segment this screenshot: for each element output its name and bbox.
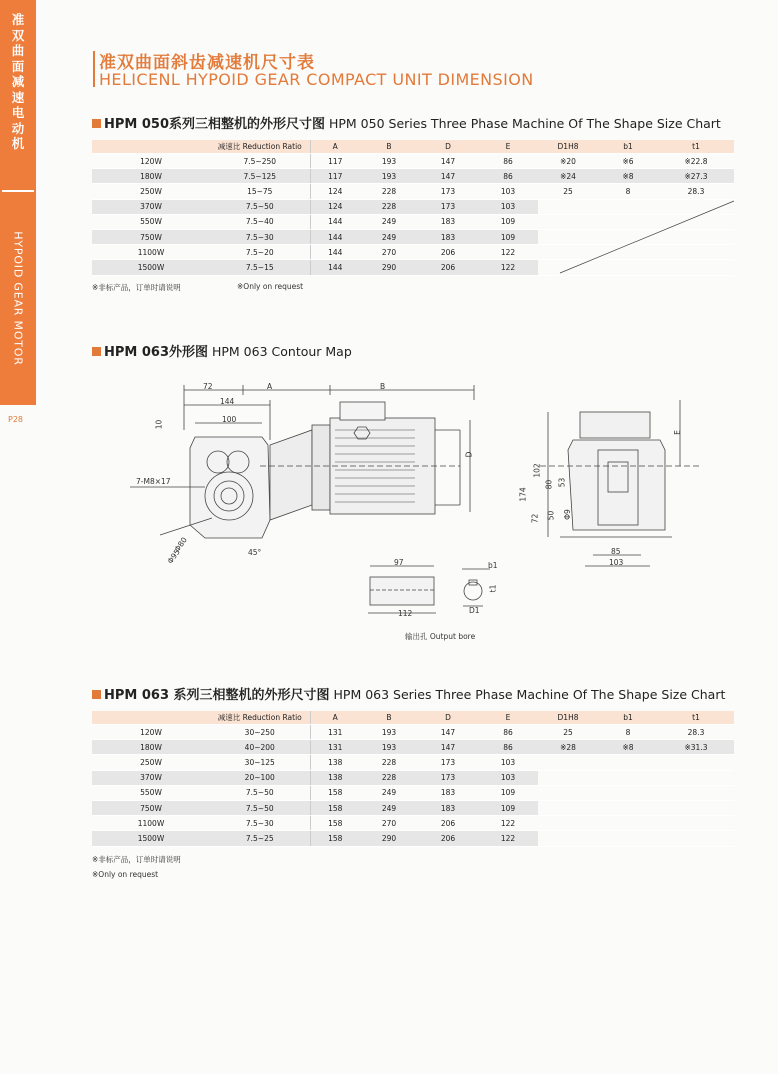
table-empty-cell <box>538 755 598 770</box>
table-row <box>92 816 734 831</box>
table-cell: 173 <box>418 770 478 785</box>
table-cell: 550W <box>92 214 210 229</box>
table-cell: 103 <box>478 770 538 785</box>
dim-103: 103 <box>609 558 624 567</box>
table-cell: 117 <box>310 169 360 184</box>
dim-72-side: 72 <box>530 513 540 524</box>
table-cell: 86 <box>478 169 538 184</box>
table-cell: 8 <box>598 184 658 199</box>
table-cell: 1500W <box>92 260 210 275</box>
table-cell: 131 <box>310 725 360 740</box>
table-cell: 7.5~30 <box>210 229 310 244</box>
table-cell: 147 <box>418 169 478 184</box>
table-cell: 86 <box>478 725 538 740</box>
dim-102: 102 <box>532 463 542 478</box>
table-row <box>92 770 734 785</box>
table-cell: 180W <box>92 169 210 184</box>
dim-10: 10 <box>154 419 164 430</box>
column-header: 减速比 Reduction Ratio <box>210 711 310 725</box>
output-bore-caption: 输出孔 Output bore <box>405 632 476 641</box>
column-header: B <box>360 711 418 725</box>
table-cell: 550W <box>92 785 210 800</box>
table1-note-cn: ※非标产品，订单时请说明 <box>92 283 181 292</box>
table-cell: 1100W <box>92 816 210 831</box>
table-cell: 173 <box>418 755 478 770</box>
table-cell: 7.5~25 <box>210 831 310 846</box>
table-cell: 144 <box>310 214 360 229</box>
table-empty-cell <box>658 816 734 831</box>
table2-note-cn: ※非标产品，订单时请说明 <box>92 855 181 864</box>
table-empty-cell <box>658 755 734 770</box>
column-header: b1 <box>598 140 658 154</box>
dim-174: 174 <box>518 487 528 502</box>
table-cell: 228 <box>360 770 418 785</box>
table-cell: 158 <box>310 816 360 831</box>
table-cell: 7.5~40 <box>210 214 310 229</box>
table-empty-cell <box>598 816 658 831</box>
table-cell: 109 <box>478 229 538 244</box>
table-cell: 183 <box>418 214 478 229</box>
table-empty-cell <box>598 785 658 800</box>
table-cell: 122 <box>478 831 538 846</box>
table-cell: 138 <box>310 755 360 770</box>
table-cell: 750W <box>92 800 210 815</box>
section-heading-hpm063-contour: HPM 063外形图 HPM 063 Contour Map <box>92 341 352 360</box>
column-header: B <box>360 140 418 154</box>
table2-note-en: ※Only on request <box>92 870 159 879</box>
table-cell: ※6 <box>598 154 658 169</box>
table-cell: 173 <box>418 184 478 199</box>
table-cell: 147 <box>418 154 478 169</box>
table-cell: 40~200 <box>210 740 310 755</box>
table-cell: 1100W <box>92 245 210 260</box>
table-cell: 122 <box>478 245 538 260</box>
table-cell: 144 <box>310 229 360 244</box>
table-cell: 7.5~20 <box>210 245 310 260</box>
sidebar-tab: 准 双 曲 面 减 速 电 动 机 HYPOID GEAR MOTOR <box>0 0 36 405</box>
table-cell: 30~250 <box>210 725 310 740</box>
dim-72: 72 <box>203 382 213 391</box>
table-cell: 228 <box>360 199 418 214</box>
section-marker <box>92 690 101 699</box>
table-cell: 144 <box>310 260 360 275</box>
table-row <box>92 740 734 755</box>
table-cell: 20~100 <box>210 770 310 785</box>
dim-phi9: Φ9 <box>562 509 572 520</box>
bolt-spec: 7-M8×17 <box>136 477 171 486</box>
dim-144: 144 <box>220 397 235 406</box>
table-cell: 25 <box>538 725 598 740</box>
table-cell: 193 <box>360 740 418 755</box>
column-header: D <box>418 140 478 154</box>
table-empty-cell <box>538 816 598 831</box>
table-cell: 109 <box>478 214 538 229</box>
page-number: P28 <box>8 415 24 424</box>
column-header: A <box>310 711 360 725</box>
table-empty-cell <box>658 800 734 815</box>
table-cell: 193 <box>360 725 418 740</box>
table-row <box>92 785 734 800</box>
table-cell: 86 <box>478 740 538 755</box>
dim-45deg: 45° <box>248 548 262 557</box>
column-header <box>92 711 210 725</box>
dim-85: 85 <box>611 547 621 556</box>
dim-b1: b1 <box>488 561 498 570</box>
table-cell: 249 <box>360 800 418 815</box>
table-cell: 120W <box>92 725 210 740</box>
table-cell: 147 <box>418 740 478 755</box>
table-cell: ※24 <box>538 169 598 184</box>
table-cell: ※22.8 <box>658 154 734 169</box>
dim-phi95: Φ95 <box>165 547 182 566</box>
table-cell: 228 <box>360 755 418 770</box>
table-cell: 124 <box>310 184 360 199</box>
table-cell: ※27.3 <box>658 169 734 184</box>
page-title-cn: 准双曲面斜齿减速机尺寸表 <box>99 53 315 73</box>
table-empty-cell <box>658 770 734 785</box>
table-cell: 144 <box>310 245 360 260</box>
table-cell: 228 <box>360 184 418 199</box>
dim-d1: D1 <box>469 606 480 615</box>
column-header: E <box>478 711 538 725</box>
column-header: D1H8 <box>538 711 598 725</box>
table-cell: 7.5~125 <box>210 169 310 184</box>
table-empty-cell <box>598 831 658 846</box>
table-cell: 131 <box>310 740 360 755</box>
column-header: b1 <box>598 711 658 725</box>
table-cell: 249 <box>360 229 418 244</box>
table-empty-cell <box>538 800 598 815</box>
table-cell: 193 <box>360 154 418 169</box>
table-cell: 7.5~50 <box>210 785 310 800</box>
table-empty-cell <box>658 785 734 800</box>
table-cell: 109 <box>478 785 538 800</box>
column-header: D <box>418 711 478 725</box>
table-cell: 103 <box>478 199 538 214</box>
dim-97: 97 <box>394 558 404 567</box>
table-cell: 249 <box>360 785 418 800</box>
table-empty-cell <box>598 755 658 770</box>
dim-100: 100 <box>222 415 237 424</box>
table-cell: 1500W <box>92 831 210 846</box>
table-cell: 180W <box>92 740 210 755</box>
table-cell: 183 <box>418 800 478 815</box>
table-cell: 122 <box>478 260 538 275</box>
table-cell: 158 <box>310 785 360 800</box>
column-header: t1 <box>658 140 734 154</box>
table-cell: 7.5~50 <box>210 800 310 815</box>
table-cell: 250W <box>92 184 210 199</box>
table-cell: 249 <box>360 214 418 229</box>
table-row <box>92 800 734 815</box>
table1-note-en: ※Only on request <box>237 282 304 291</box>
table-cell: ※20 <box>538 154 598 169</box>
table-empty-cell <box>658 831 734 846</box>
table-cell: 370W <box>92 199 210 214</box>
table-cell: ※28 <box>538 740 598 755</box>
table-cell: 183 <box>418 229 478 244</box>
sidebar-title-cn: 准 双 曲 面 减 速 电 动 机 <box>11 12 25 151</box>
table-cell: 290 <box>360 831 418 846</box>
table-cell: 250W <box>92 755 210 770</box>
dim-112: 112 <box>398 609 413 618</box>
page-title-en: HELICENL HYPOID GEAR COMPACT UNIT DIMENSION <box>99 70 534 89</box>
column-header: E <box>478 140 538 154</box>
table-cell: 122 <box>478 816 538 831</box>
table-cell: ※31.3 <box>658 740 734 755</box>
table-empty-cell <box>598 770 658 785</box>
table-cell: 15~75 <box>210 184 310 199</box>
table-cell: 7.5~30 <box>210 816 310 831</box>
table-cell: 206 <box>418 260 478 275</box>
dim-e: E <box>672 430 682 435</box>
table-cell: 138 <box>310 770 360 785</box>
table-cell: 7.5~50 <box>210 199 310 214</box>
column-header: 减速比 Reduction Ratio <box>210 140 310 154</box>
table-cell: 206 <box>418 831 478 846</box>
table-empty-cell <box>538 831 598 846</box>
dim-50: 50 <box>546 510 556 521</box>
table-cell: 25 <box>538 184 598 199</box>
table-cell: 103 <box>478 755 538 770</box>
table-cell: 270 <box>360 245 418 260</box>
table-empty-cell <box>598 800 658 815</box>
table-cell: 120W <box>92 154 210 169</box>
dim-80: 80 <box>544 479 554 490</box>
column-header: A <box>310 140 360 154</box>
table-cell: 124 <box>310 199 360 214</box>
column-header: t1 <box>658 711 734 725</box>
table-row <box>92 725 734 740</box>
table-row <box>92 755 734 770</box>
table-cell: 28.3 <box>658 184 734 199</box>
table-cell: 750W <box>92 229 210 244</box>
table-cell: 193 <box>360 169 418 184</box>
dim-phi80: Φ80 <box>172 535 189 554</box>
table-cell: 28.3 <box>658 725 734 740</box>
table-cell: 290 <box>360 260 418 275</box>
dim-d: D <box>464 451 474 458</box>
table-row <box>92 831 734 846</box>
table-cell: 206 <box>418 816 478 831</box>
table-cell: 183 <box>418 785 478 800</box>
dim-b: B <box>380 382 386 391</box>
table-cell: 7.5~250 <box>210 154 310 169</box>
table-cell: 370W <box>92 770 210 785</box>
table-cell: 8 <box>598 725 658 740</box>
table-cell: 109 <box>478 800 538 815</box>
hpm063-size-table <box>92 711 734 847</box>
section-heading-hpm063: HPM 063 系列三相整机的外形尺寸图 HPM 063 Series Three Phase Machine Of The Shape Size Chart <box>92 684 725 703</box>
table-cell: 158 <box>310 800 360 815</box>
dim-t1: t1 <box>488 584 498 593</box>
table-cell: 30~125 <box>210 755 310 770</box>
table-cell: 173 <box>418 199 478 214</box>
column-header: D1H8 <box>538 140 598 154</box>
table-cell: 158 <box>310 831 360 846</box>
table-empty-cell <box>538 785 598 800</box>
table-cell: 117 <box>310 154 360 169</box>
table-cell: 147 <box>418 725 478 740</box>
section-heading-hpm050: HPM 050系列三相整机的外形尺寸图 HPM 050 Series Three Phase Machine Of The Shape Size Chart <box>92 113 721 132</box>
table-header-row <box>92 711 734 725</box>
table-cell: 103 <box>478 184 538 199</box>
table-cell: 270 <box>360 816 418 831</box>
table-cell: 206 <box>418 245 478 260</box>
table-cell: ※8 <box>598 169 658 184</box>
table-cell: ※8 <box>598 740 658 755</box>
dim-a: A <box>267 382 273 391</box>
table-cell: 7.5~15 <box>210 260 310 275</box>
table-cell: 86 <box>478 154 538 169</box>
dim-53: 53 <box>557 477 567 488</box>
table-empty-cell <box>538 770 598 785</box>
